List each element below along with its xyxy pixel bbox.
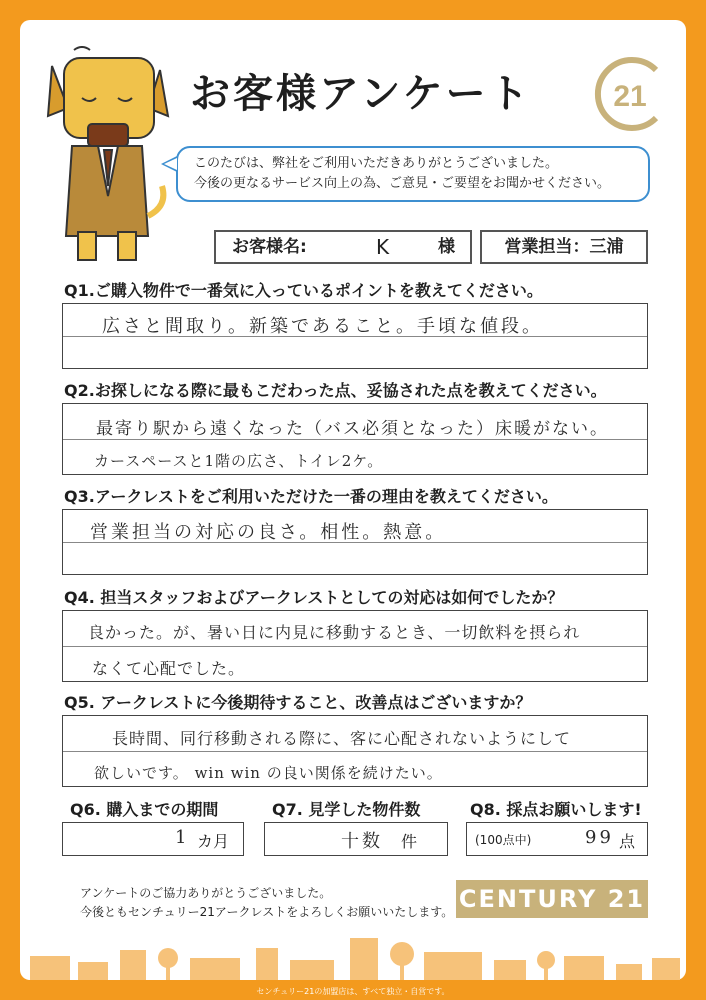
staff-box bbox=[480, 230, 648, 264]
thanks-line-1: アンケートのご協力ありがとうございました。 bbox=[80, 886, 332, 900]
footnote: センチュリー21の加盟店は、すべて独立・自営です。 bbox=[256, 987, 450, 996]
intro-line-2: 今後の更なるサービス向上の為、ご意見・ご要望をお聞かせください。 bbox=[194, 176, 611, 191]
customer-label: お客様名: bbox=[232, 237, 307, 257]
customer-name: K bbox=[376, 235, 390, 259]
intro-bubble bbox=[176, 146, 650, 202]
answer-box-6 bbox=[62, 822, 244, 856]
answer-4-line-1: 良かった。が、暑い日に内見に移動するとき、一切飲料を摂られ bbox=[88, 623, 581, 642]
question-2: Q2.お探しになる際に最もこだわった点、妥協された点を教えてください。 bbox=[64, 381, 607, 400]
town-skyline-icon bbox=[20, 930, 686, 980]
question-8: Q8. 採点お願いします! bbox=[470, 800, 642, 819]
answer-2-line-2: カースペースと1階の広さ、トイレ2ケ。 bbox=[94, 452, 384, 470]
logo-number: 21 bbox=[613, 80, 647, 113]
answer-box-7 bbox=[264, 822, 448, 856]
page-title: お客様アンケート bbox=[190, 71, 532, 117]
answer-1-line-1: 広さと間取り。新築であること。手頃な値段。 bbox=[102, 316, 543, 337]
answer-3-line-1: 営業担当の対応の良さ。相性。熱意。 bbox=[90, 522, 447, 543]
intro-line-1: このたびは、弊社をご利用いただきありがとうございました。 bbox=[194, 156, 559, 171]
customer-honorific: 様 bbox=[438, 237, 455, 257]
answer-box-8 bbox=[466, 822, 648, 856]
question-3: Q3.アークレストをご利用いただけた一番の理由を教えてください。 bbox=[64, 487, 558, 506]
thanks-text bbox=[80, 884, 453, 922]
thanks-line-2: 今後ともセンチュリー21アークレストをよろしくお願いいたします。 bbox=[80, 905, 454, 919]
customer-name-box bbox=[214, 230, 472, 264]
question-7: Q7. 見学した物件数 bbox=[272, 800, 421, 819]
bubble-tail-inner bbox=[164, 158, 177, 170]
question-6: Q6. 購入までの期間 bbox=[70, 800, 219, 819]
answer-2-line-1: 最寄り駅から遠くなった（バス必須となった）床暖がない。 bbox=[96, 419, 609, 439]
question-5: Q5. アークレストに今後期待すること、改善点はございますか？ bbox=[64, 693, 532, 712]
question-1: Q1.ご購入物件で一番気に入っているポイントを教えてください。 bbox=[64, 281, 543, 300]
staff-label: 営業担当：三浦 bbox=[504, 237, 624, 257]
answer-7-value: 十数 bbox=[341, 831, 383, 852]
century21-logo-icon bbox=[594, 56, 666, 132]
answer-5-line-1: 長時間、同行移動される際に、客に心配されないようにして bbox=[112, 729, 572, 748]
answer-8-value: 99 bbox=[585, 827, 614, 848]
century21-brand: CENTURY 21 bbox=[456, 880, 648, 918]
question-4: Q4. 担当スタッフおよびアークレストとしての対応は如何でしたか？ bbox=[64, 588, 564, 607]
mascot-dog-icon bbox=[44, 46, 172, 266]
answer-6-value: 1 bbox=[175, 827, 190, 848]
answer-4-line-2: なくて心配でした。 bbox=[92, 659, 246, 678]
answer-8-prefix: (100点中) bbox=[475, 833, 532, 847]
answer-7-unit: 件 bbox=[401, 832, 418, 851]
answer-6-unit: カ月 bbox=[197, 832, 230, 851]
answer-5-line-2: 欲しいです。 win win の良い関係を続けたい。 bbox=[94, 764, 443, 782]
answer-8-unit: 点 bbox=[619, 832, 636, 851]
